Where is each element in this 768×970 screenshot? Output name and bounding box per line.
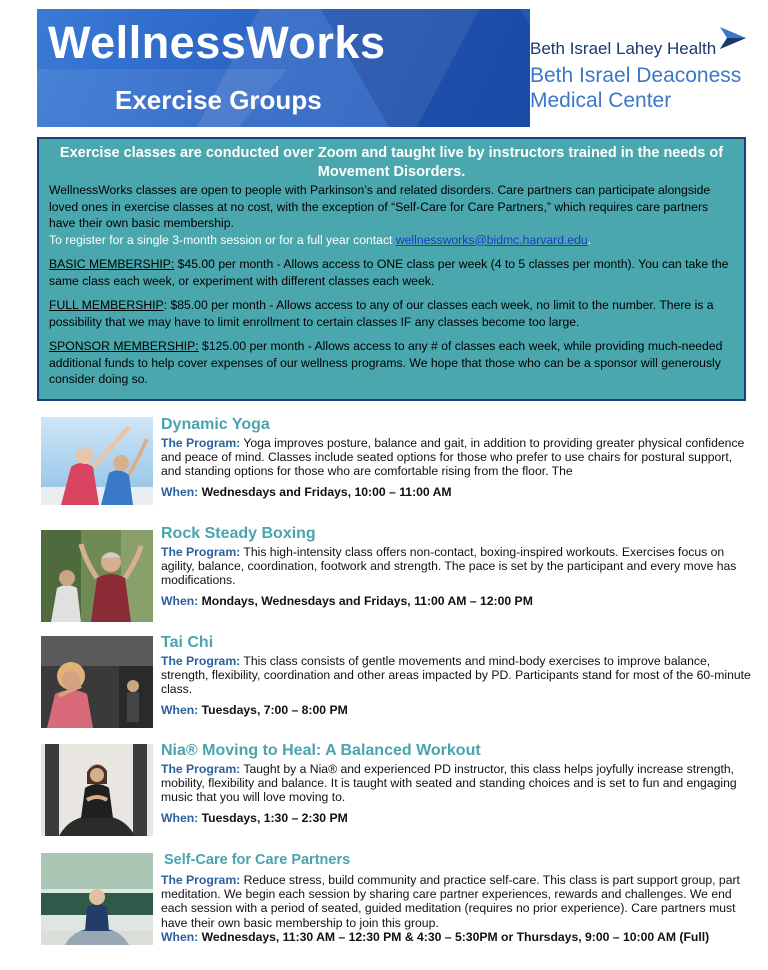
header xyxy=(37,9,750,127)
logo-arrow-icon xyxy=(718,23,748,53)
program-label: The Program: xyxy=(161,654,241,668)
register-text: To register for a single 3-month session or for a full year contact xyxy=(49,232,396,247)
class-schedule-text: Wednesdays and Fridays, 10:00 – 11:00 AM xyxy=(201,484,452,499)
sponsor-membership-text: $125.00 per month - Allows access to any # of classes each week, while providing much-needed additional funds to help cover expenses of our wellness programs. We hope that those who can be a sponsor will generously consider doing so. xyxy=(49,339,723,386)
class-schedule-text: Mondays, Wednesdays and Fridays, 11:00 AM – 12:00 PM xyxy=(201,593,533,608)
class-title: Rock Steady Boxing xyxy=(161,525,316,542)
nia-photo xyxy=(41,744,153,836)
program-label: The Program: xyxy=(161,436,241,450)
self-care-photo xyxy=(41,853,153,945)
boxing-photo xyxy=(41,530,153,622)
basic-membership xyxy=(49,256,734,289)
class-title: Nia® Moving to Heal: A Balanced Workout xyxy=(161,742,481,759)
full-membership-label: FULL MEMBERSHIP xyxy=(49,298,164,312)
register-line xyxy=(49,232,734,249)
when-label: When xyxy=(161,484,195,499)
sponsor-membership xyxy=(49,338,734,388)
basic-membership-text: $45.00 per month - Allows access to ONE class per week (4 to 5 classes per month). You can take the same class each week, or experiment with different classes each week. xyxy=(49,257,729,288)
when-label: When xyxy=(161,593,195,608)
page-subtitle: Exercise Groups xyxy=(115,85,322,115)
class-schedule: When: Wednesdays, 11:30 AM – 12:30 PM & 4:30 – 5:30PM or Thursdays, 9:00 – 10:00 AM (Full) xyxy=(161,929,710,944)
class-schedule-text: Wednesdays, 11:30 AM – 12:30 PM & 4:30 – 5:30PM or Thursdays, 9:00 – 10:00 AM (Full) xyxy=(201,929,710,944)
class-description-text: Reduce stress, build community and practice self-care. This class is part support group, part meditation. We begin each session by sharing care partner experiences, rewards and challenges. We end each session with a period of seated, guided meditation (requires no prior experience). Care partners must have their own basic membership to join this group. xyxy=(161,873,740,930)
logo-line-lahey: Beth Israel Lahey Health xyxy=(530,39,717,58)
full-membership xyxy=(49,297,734,330)
logo-line-medical-center: Medical Center xyxy=(530,89,672,112)
class-body xyxy=(161,633,753,717)
register-email-link[interactable]: wellnessworks@bidmc.harvard.edu xyxy=(395,232,588,247)
basic-membership-label: BASIC MEMBERSHIP: xyxy=(49,257,175,271)
class-schedule-text: Tuesdays, 7:00 – 8:00 PM xyxy=(201,702,348,717)
class-body xyxy=(161,741,753,825)
class-description-text: Taught by a Nia® and experienced PD instructor, this class helps joyfully increase strength, mobility, flexibility and balance. It is taught with seated and standing choices and is set to fun and engaging music that you will love moving to. xyxy=(161,762,737,805)
class-schedule: When: Wednesdays and Fridays, 10:00 – 11:00 AM xyxy=(161,484,452,499)
class-title: Dynamic Yoga xyxy=(161,416,270,433)
class-body xyxy=(161,415,753,499)
class-description xyxy=(161,654,753,697)
sponsor-membership-label: SPONSOR MEMBERSHIP: xyxy=(49,339,199,353)
title-banner xyxy=(37,9,530,127)
program-label: The Program: xyxy=(161,873,241,887)
yoga-photo xyxy=(41,417,153,505)
when-label: When xyxy=(161,929,195,944)
full-membership-text: : $85.00 per month - Allows access to any of our classes each week, no limit to the number. There is a possibility that we may have to limit enrollment to certain classes IF any classes become too large. xyxy=(49,298,714,329)
class-title: Self-Care for Care Partners xyxy=(164,852,351,868)
when-label: When xyxy=(161,702,195,717)
class-schedule: When: Mondays, Wednesdays and Fridays, 11:00 AM – 12:00 PM xyxy=(161,593,533,608)
class-schedule: When: Tuesdays, 1:30 – 2:30 PM xyxy=(161,810,348,825)
class-schedule-text: Tuesdays, 1:30 – 2:30 PM xyxy=(201,810,348,825)
info-heading: Exercise classes are conducted over Zoom and taught live by instructors trained in the needs of Movement Disorders. xyxy=(59,145,724,180)
logo-line-bidmc: Beth Israel Deaconess xyxy=(530,64,742,87)
tai-chi-photo xyxy=(41,636,153,728)
class-title: Tai Chi xyxy=(161,634,214,651)
page-title: WellnessWorks xyxy=(48,17,386,68)
bidmc-logo xyxy=(530,9,750,127)
class-description-text: Yoga improves posture, balance and gait, in addition to providing greater physical confidence and peace of mind. Classes include seated options for those who prefer to use chairs for postural support, and standing options for those who are comfortable rising from the floor. The xyxy=(161,436,745,479)
class-description xyxy=(161,545,753,588)
class-description xyxy=(161,762,753,805)
class-description-text: This high-intensity class offers non-contact, boxing-inspired workouts. Exercises focus on agility, balance, coordination, footwork and strength. The pace is set by the participant and every move has modifications. xyxy=(161,545,737,588)
program-label: The Program: xyxy=(161,762,241,776)
class-schedule: When: Tuesdays, 7:00 – 8:00 PM xyxy=(161,702,348,717)
class-description-text: This class consists of gentle movements and mind-body exercises to improve balance, strength, flexibility, coordination and other areas impacted by PD. Participants stand for most of the 60-minute class. xyxy=(161,654,751,697)
info-intro: WellnessWorks classes are open to people with Parkinson’s and related disorders. Care partners can participate alongside loved ones in exercise classes at no cost, with the exception of “Self-Care for Care Partners,” which requires care partners have their own basic membership. xyxy=(49,183,711,230)
class-description xyxy=(161,436,753,479)
class-body xyxy=(161,524,753,608)
membership-info-box xyxy=(37,137,746,401)
class-body xyxy=(161,850,753,944)
class-description xyxy=(161,873,753,930)
program-label: The Program: xyxy=(161,545,241,559)
when-label: When xyxy=(161,810,195,825)
register-end: . xyxy=(587,232,592,247)
